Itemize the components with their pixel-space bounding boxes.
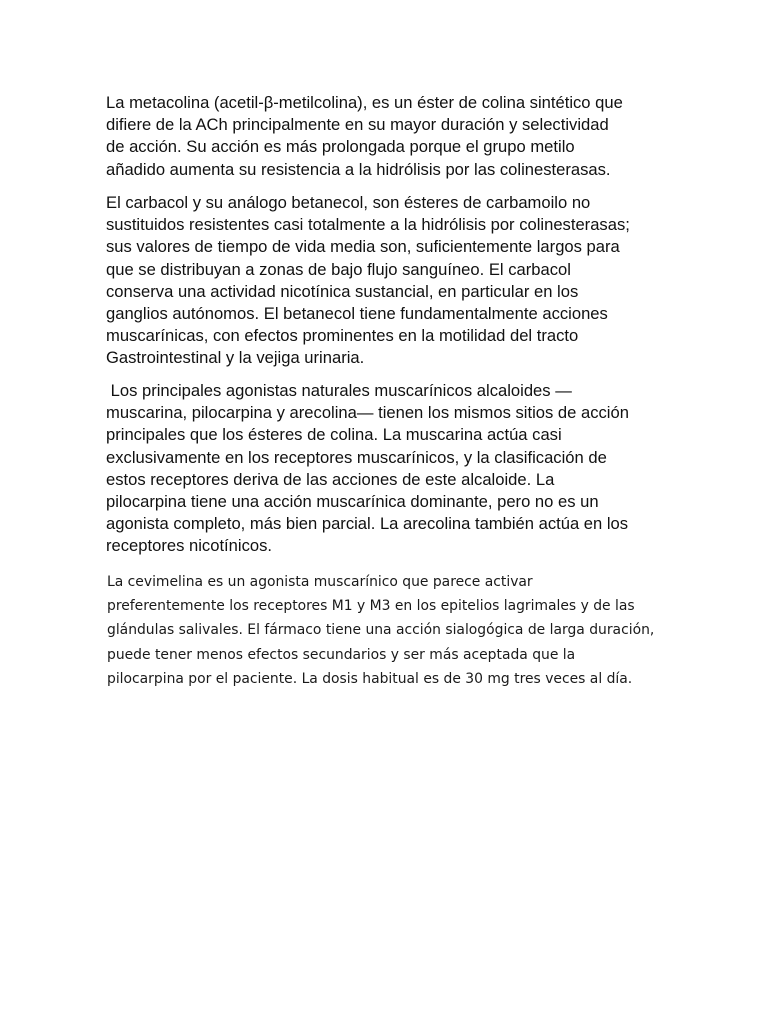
paragraph-agonistas-naturales — [106, 380, 666, 558]
paragraph-line: exclusivamente en los receptores muscarínicos, y la clasificación de — [106, 447, 607, 467]
paragraph-line: La metacolina (acetil-β-metilcolina), es un éster de colina sintético que — [106, 93, 623, 112]
paragraph-line: pilocarpina tiene una acción muscarínica dominante, pero no es un — [106, 492, 599, 512]
paragraph-line: conserva una actividad nicotínica sustancial, en particular en los — [106, 281, 579, 301]
paragraph-line: estos receptores deriva de las acciones de este alcaloide. La — [106, 469, 555, 489]
paragraph-line: glándulas salivales. El fármaco tiene una acción sialogógica de larga duración, — [107, 622, 655, 639]
paragraph-line: Los principales agonistas naturales muscarínicos alcaloides — — [106, 381, 572, 400]
paragraph-line: muscarina, pilocarpina y arecolina— tienen los mismos sitios de acción — [106, 403, 629, 423]
paragraph-line: receptores nicotínicos. — [106, 536, 273, 556]
paragraph-line: pilocarpina por el paciente. La dosis habitual es de 30 mg tres veces al día. — [107, 670, 633, 687]
paragraph-line: La cevimelina es un agonista muscarínico que parece activar — [107, 574, 533, 590]
paragraph-line: añadido aumenta su resistencia a la hidrólisis por las colinesterasas. — [106, 159, 611, 179]
paragraph-line: sus valores de tiempo de vida media son, suficientemente largos para — [106, 237, 620, 257]
paragraph-line: El carbacol y su análogo betanecol, son ésteres de carbamoilo no — [106, 193, 591, 212]
paragraph-line: sustituidos resistentes casi totalmente a la hidrólisis por colinesterasas; — [106, 215, 630, 235]
paragraph-line: agonista completo, más bien parcial. La arecolina también actúa en los — [106, 514, 629, 534]
paragraph-line: principales que los ésteres de colina. La muscarina actúa casi — [106, 425, 562, 445]
paragraph-carbacol — [106, 192, 666, 370]
paragraph-cevimelina — [107, 570, 667, 691]
paragraph-line: difiere de la ACh principalmente en su mayor duración y selectividad — [106, 115, 609, 135]
paragraph-line: Gastrointestinal y la vejiga urinaria. — [106, 348, 365, 368]
paragraph-line: de acción. Su acción es más prolongada porque el grupo metilo — [106, 137, 575, 157]
paragraph-line: ganglios autónomos. El betanecol tiene fundamentalmente acciones — [106, 304, 608, 324]
paragraph-metacolina — [106, 92, 666, 181]
paragraph-line: que se distribuyan a zonas de bajo flujo sanguíneo. El carbacol — [106, 259, 571, 279]
paragraph-line: preferentemente los receptores M1 y M3 en los epitelios lagrimales y de las — [107, 598, 635, 615]
paragraph-line: puede tener menos efectos secundarios y ser más aceptada que la — [107, 646, 576, 663]
paragraph-line: muscarínicas, con efectos prominentes en la motilidad del tracto — [106, 326, 579, 346]
